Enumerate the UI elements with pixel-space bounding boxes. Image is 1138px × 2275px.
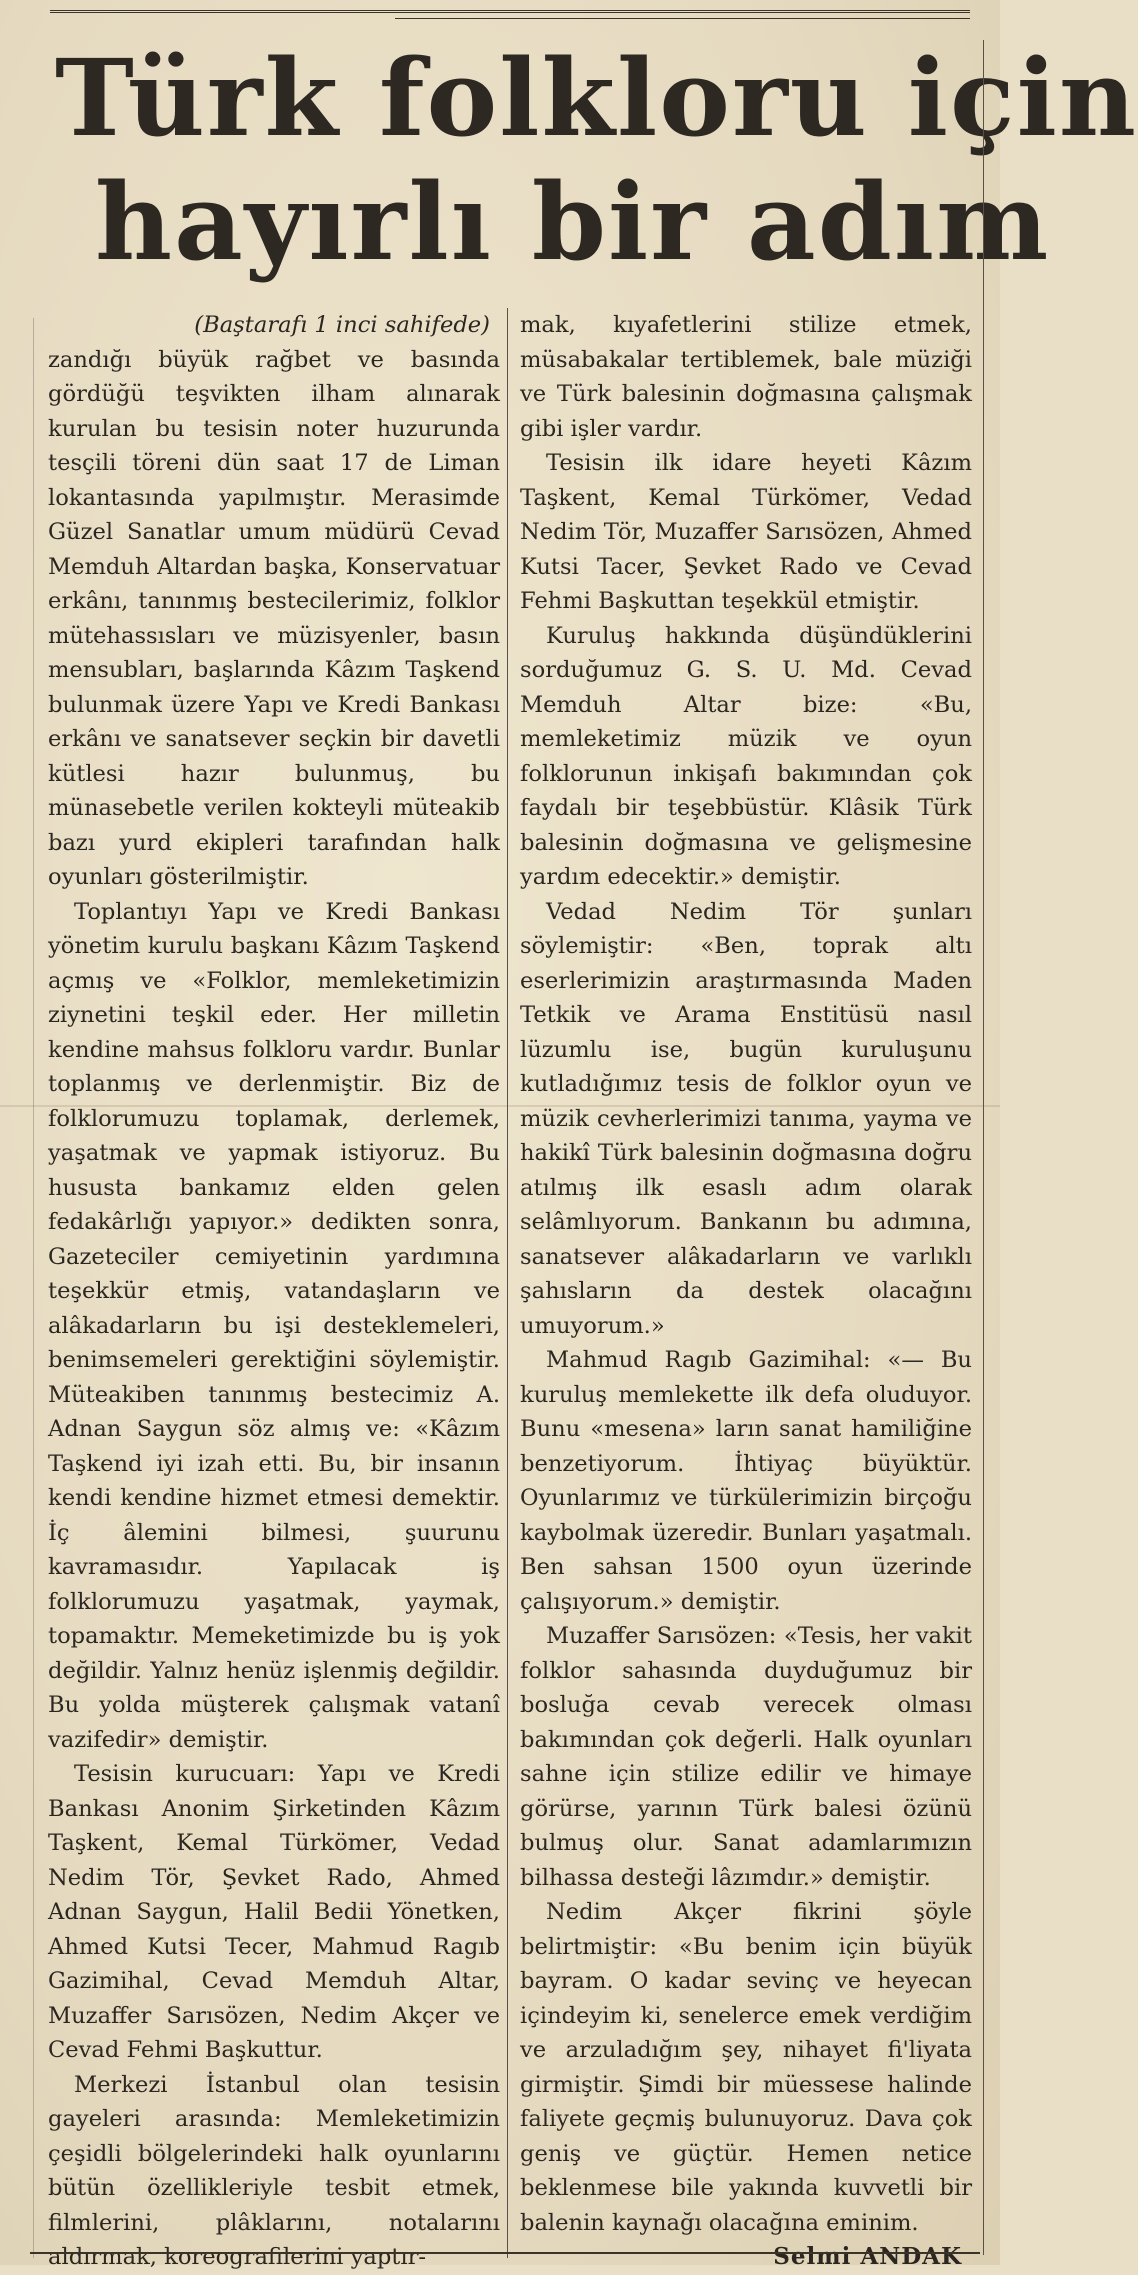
continued-note: (Baştarafı 1 inci sahifede) bbox=[194, 312, 490, 338]
paragraph: Muzaffer Sarısözen: «Tesis, her vakit folklor sahasında duyduğumuz bir bosluğa cevab verecek olması bakımından çok değerli. Halk oyunları sahne için stilize edilir ve himaye görürse, yarının Türk balesi özünü bulmuş olur. Sanat adamlarımızın bilhassa desteği lâzımdır.» demiştir. bbox=[520, 1623, 972, 1891]
paragraph: Kuruluş hakkında düşündüklerini sorduğumuz G. S. U. Md. Cevad Memduh Altar bize: «Bu, memleketimiz müzik ve oyun folklorunun inkişafı bakımından çok faydalı bir teşebbüstür. Klâsik Türk balesinin doğmasına ve gelişmesine yardım edecektir.» demiştir. bbox=[520, 622, 972, 890]
paragraph: Merkezi İstanbul olan tesisin gayeleri arasında: Memleketimizin çeşidli bölgelerindeki halk oyunlarını bütün özellikleriyle tesbit etmek, filmlerini, plâklarını, notalarını aldırmak, koreografilerini yaptır- bbox=[48, 2071, 500, 2270]
top-thin-rule bbox=[395, 18, 970, 19]
column-divider bbox=[507, 308, 508, 2258]
paragraph: mak, kıyafetlerini stilize etmek, müsabakalar tertiblemek, bale müziği ve Türk balesinin doğmasına çalışmak gibi işler vardır. bbox=[520, 312, 972, 442]
top-double-rule bbox=[50, 10, 970, 13]
article-column-right bbox=[520, 308, 972, 2275]
headline-line-1: Türk folkloru için bbox=[55, 35, 1138, 160]
paragraph: zandığı büyük rağbet ve basında gördüğü teşvikten ilham alınarak kurulan bu tesisin noter huzurunda tesçili töreni dün saat 17 de Liman lokantasında yapılmıştır. Merasimde Güzel Sanatlar umum müdürü Cevad Memduh Altardan başka, Konservatuar erkânı, tanınmış bestecilerimiz, folklor mütehassısları ve müzisyenler, basın mensubları, başlarında Kâzım Taşkend bulunmak üzere Yapı ve Kredi Bankası erkânı ve sanatsever seçkin bir davetli kütlesi hazır bulunmuş, bu münasebetle verilen kokteyli müteakib bazı yurd ekipleri tarafından halk oyunları gösterilmiştir. bbox=[48, 346, 500, 890]
left-edge-rule bbox=[33, 318, 34, 2258]
headline bbox=[55, 35, 1138, 284]
right-edge-rule bbox=[983, 40, 984, 2255]
bottom-rule bbox=[30, 2252, 980, 2254]
paragraph: Tesisin kurucuarı: Yapı ve Kredi Bankası Anonim Şirketinden Kâzım Taşkent, Kemal Türkömer, Vedad Nedim Tör, Şevket Rado, Ahmed Adnan Saygun, Halil Bedii Yönetken, Ahmed Kutsi Tecer, Mahmud Ragıb Gazimihal, Cevad Memduh Altar, Muzaffer Sarısözen, Nedim Akçer ve Cevad Fehmi Başkuttur. bbox=[48, 1761, 500, 2063]
paragraph: Mahmud Ragıb Gazimihal: «— Bu kuruluş memlekette ilk defa oluduyor. Bunu «mesena» ların sanat hamiliğine benzetiyorum. İhtiyaç büyüktür. Oyunlarımız ve türkülerimizin birçoğu kaybolmak üzeredir. Bunları yaşatmalı. Ben sahsan 1500 oyun üzerinde çalışıyorum.» demiştir. bbox=[520, 1347, 972, 1615]
paragraph: Toplantıyı Yapı ve Kredi Bankası yönetim kurulu başkanı Kâzım Taşkend açmış ve «Folklor, memleketimizin ziynetini teşkil eder. Her milletin kendine mahsus folkloru vardır. Bunlar toplanmış ve derlenmiştir. Biz de folklorumuzu toplamak, derlemek, yaşatmak ve yapmak istiyoruz. Bu hususta bankamız elden gelen fedakârlığı yapıyor.» dedikten sonra, Gazeteciler cemiyetinin yardımına teşekkür etmiş, vatandaşların ve alâkadarların bu işi desteklemeleri, benimsemeleri gerektiğini söylemiştir. Müteakiben tanınmış bestecimiz A. Adnan Saygun söz almış ve: «Kâzım Taşkend iyi izah etti. Bu, bir insanın kendi kendine hizmet etmesi demektir. İç âlemini bilmesi, şuurunu kavramasıdır. Yapılacak iş folklorumuzu yaşatmak, yaymak, topamaktır. Memeketimizde bu iş yok değildir. Yalnız henüz işlenmiş değildir. Bu yolda müşterek çalışmak vatanî vazifedir» demiştir. bbox=[48, 898, 500, 1753]
headline-line-2: hayırlı bir adım bbox=[95, 159, 1051, 284]
byline: Selmi ANDAK bbox=[773, 2243, 962, 2270]
paragraph: Tesisin ilk idare heyeti Kâzım Taşkent, Kemal Türkömer, Vedad Nedim Tör, Muzaffer Sarısözen, Ahmed Kutsi Tacer, Şevket Rado ve Cevad Fehmi Başkuttan teşekkül etmiştir. bbox=[520, 450, 972, 614]
paragraph: Vedad Nedim Tör şunları söylemiştir: «Ben, toprak altı eserlerimizin araştırmasında Maden Tetkik ve Arama Enstitüsü nasıl lüzumlu ise, bugün kuruluşunu kutladığımız tesis de folklor oyun ve müzik cevherlerimizi tanıma, yayma ve hakikî Türk balesinin doğmasına doğru atılmış ilk esaslı adım olarak selâmlıyorum. Bankanın bu adımına, sanatsever alâkadarların ve varlıklı şahısların da destek olacağını umuyorum.» bbox=[520, 898, 972, 1339]
article-column-left bbox=[48, 308, 500, 2275]
paragraph: Nedim Akçer fikrini şöyle belirtmiştir: «Bu benim için büyük bayram. O kadar sevinç ve heyecan içindeyim ki, senelerce emek verdiğim ve arzuladığım şey, nihayet fi'liyata girmiştir. Şimdi bir müessese halinde faliyete geçmiş bulunuyoruz. Dava çok geniş ve güçtür. Hemen netice beklenmese bile yakında kuvvetli bir balenin kaynağı olacağına eminim. bbox=[520, 1899, 972, 2236]
